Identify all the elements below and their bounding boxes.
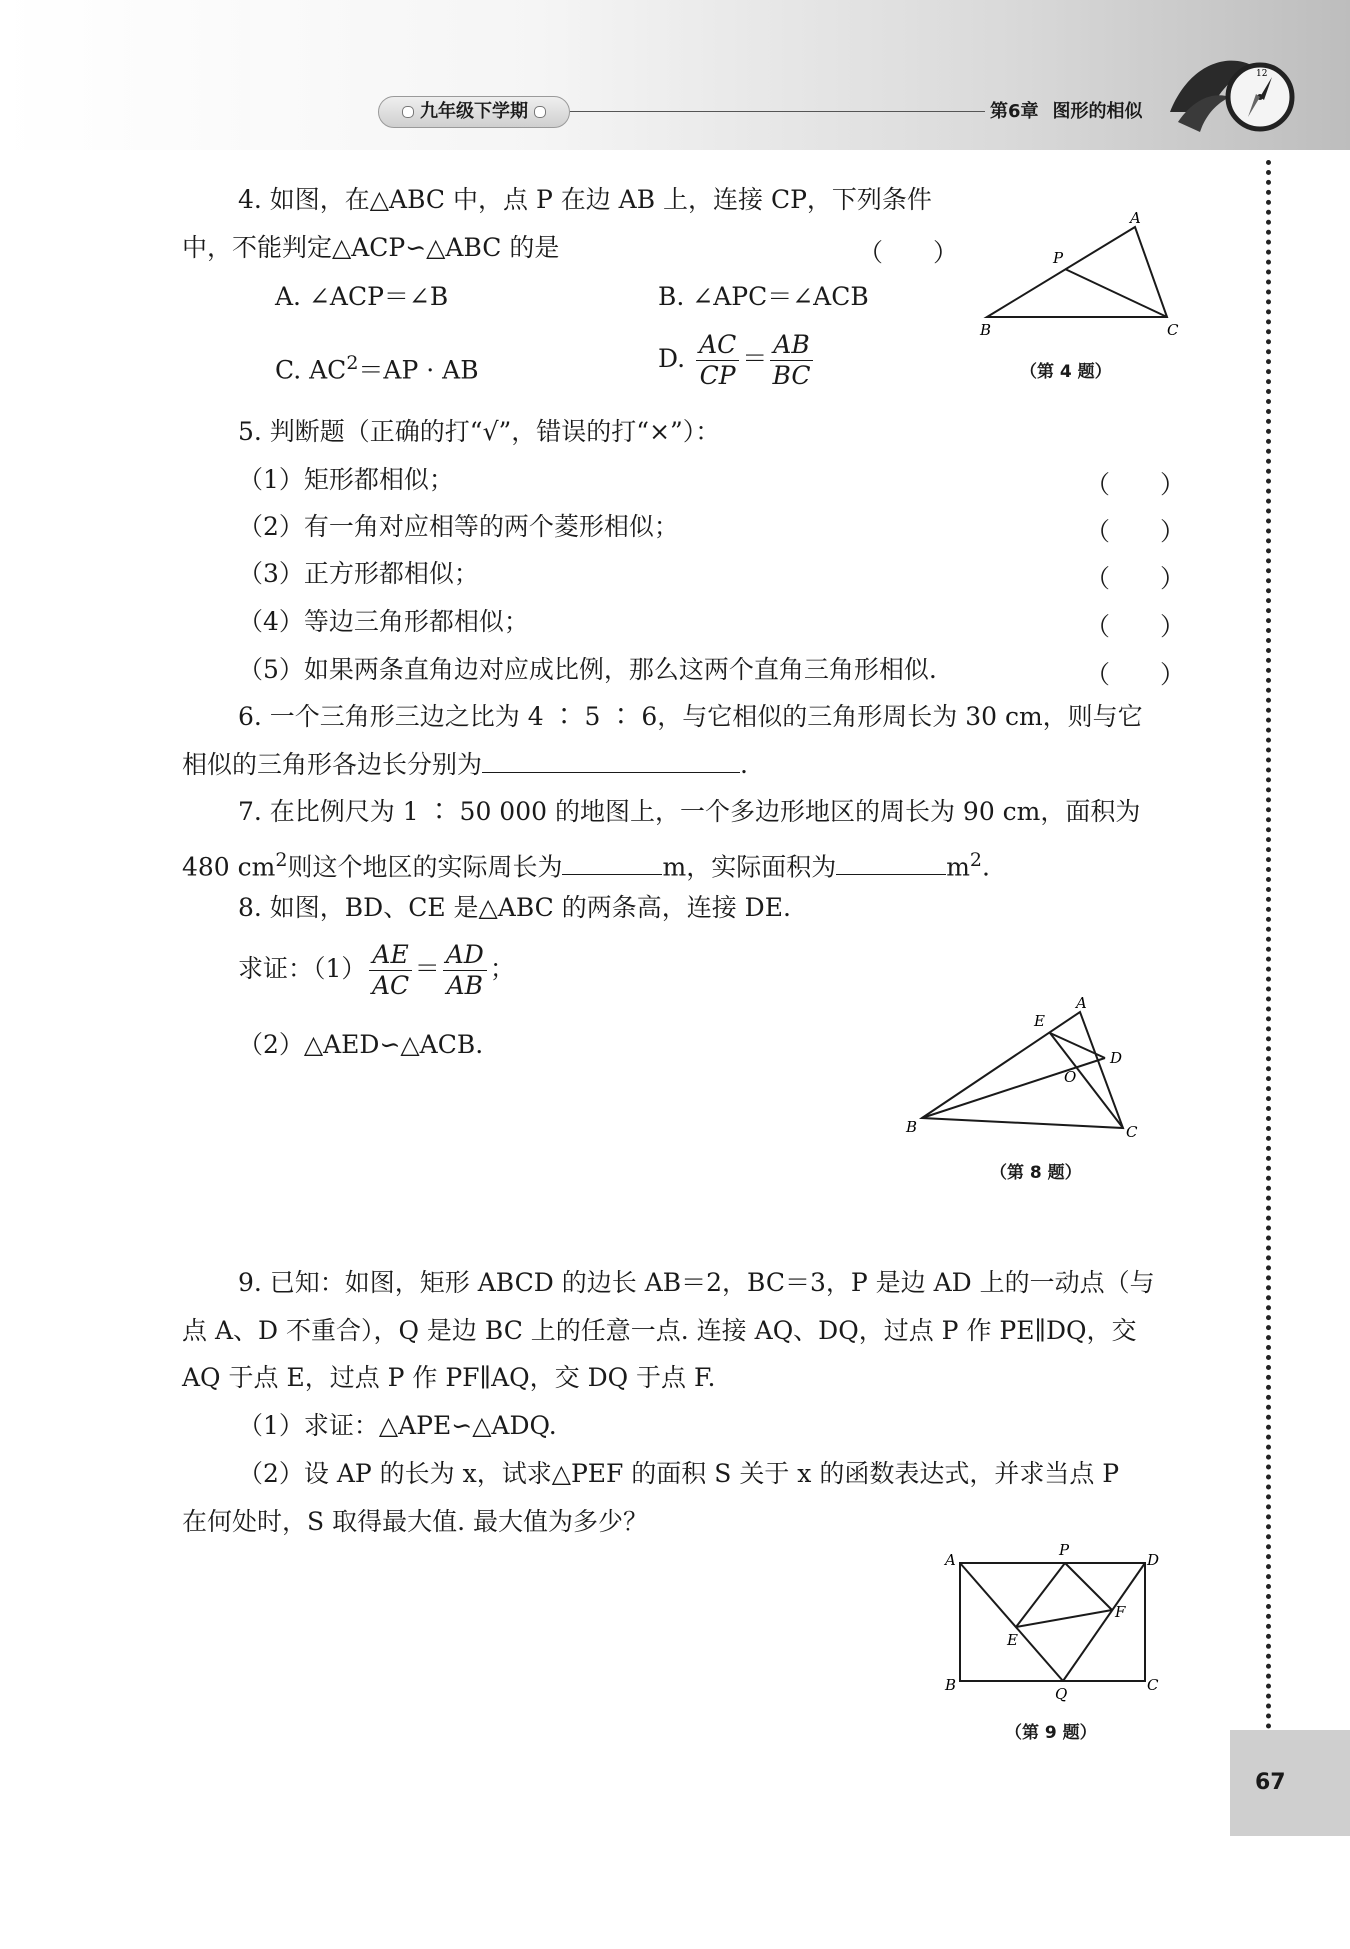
q7-line2 xyxy=(182,845,990,882)
q5-bracket-1: （ ） xyxy=(1085,470,1186,499)
q8-line1: 8. 如图，BD、CE 是△ABC 的两条高，连接 DE. xyxy=(238,893,791,922)
q5-bracket-2: （ ） xyxy=(1085,517,1186,546)
q9-line2: 点 A、D 不重合），Q 是边 BC 上的任意一点. 连接 AQ、DQ，过点 P 作 PE∥DQ，交 xyxy=(182,1316,1137,1345)
q9-segment-ef xyxy=(1016,1610,1112,1627)
q9-line3: AQ 于点 E，过点 P 作 PF∥AQ，交 DQ 于点 F. xyxy=(182,1363,716,1392)
frac-denominator: CP xyxy=(699,361,736,390)
q5-bracket-4: （ ） xyxy=(1085,612,1186,641)
q4-option-d-frac2 xyxy=(770,330,812,391)
q6-line2-pre: 相似的三角形各边长分别为 xyxy=(182,750,483,779)
frac-numerator: AE xyxy=(369,940,411,971)
q6-line1: 6. 一个三角形三边之比为 4 ∶ 5 ∶ 6，与它相似的三角形周长为 30 cm，则与它 xyxy=(238,702,1143,731)
q8-part2: （2）△AED∽△ACB. xyxy=(238,1030,484,1059)
q9-part2-line2: 在何处时，S 取得最大值. 最大值为多少？ xyxy=(182,1507,648,1536)
q6-line2-post: . xyxy=(740,750,748,779)
q9-segment-dq xyxy=(1063,1563,1145,1681)
q9-label-d: D xyxy=(1147,1551,1160,1569)
frac-numerator: AB xyxy=(770,330,812,361)
q5-stem: 5. 判断题（正确的打“√”，错误的打“×”）： xyxy=(238,417,721,446)
q8-frac2 xyxy=(443,940,487,1001)
page-number: 67 xyxy=(1255,1770,1286,1795)
q9-segment-pe xyxy=(1016,1563,1065,1627)
q4-option-b: B. ∠APC＝∠ACB xyxy=(658,282,869,311)
q8-altitude-ce xyxy=(1050,1033,1123,1128)
q7-line2-b: 则这个地区的实际周长为 xyxy=(287,852,563,882)
q4-option-c-pre: C. AC xyxy=(275,355,347,385)
q8-proof-1 xyxy=(238,940,515,1001)
q8-proof-post: ； xyxy=(489,954,515,983)
q9-label-b: B xyxy=(945,1676,957,1694)
svg-text:12: 12 xyxy=(1256,69,1268,79)
q9-segment-pf xyxy=(1065,1563,1112,1610)
q9-label-c: C xyxy=(1147,1676,1159,1694)
q4-option-d xyxy=(658,330,816,391)
q8-label-b: B xyxy=(906,1118,918,1136)
q7-line2-e: . xyxy=(982,852,990,882)
q7-line2-sup2: 2 xyxy=(969,849,983,871)
q5-bracket-3: （ ） xyxy=(1085,564,1186,593)
q9-label-p: P xyxy=(1059,1541,1070,1559)
q6-answer-blank xyxy=(482,770,740,773)
q9-caption: （第 9 题） xyxy=(1005,1723,1097,1743)
q5-item-2: （2）有一角对应相等的两个菱形相似； xyxy=(238,512,679,541)
q8-label-e: E xyxy=(1034,1012,1045,1030)
frac-denominator: BC xyxy=(772,361,811,390)
q8-figure xyxy=(900,990,1140,1140)
chapter-number: 第6章 xyxy=(990,101,1039,122)
q8-proof-pre: 求证：（1） xyxy=(238,954,367,983)
q7-line2-a: 480 cm xyxy=(182,852,276,882)
q4-label-a: A xyxy=(1130,209,1141,227)
grade-pill xyxy=(378,96,570,128)
margin-dotted-line xyxy=(1266,160,1271,1740)
grade-label: 九年级下学期 xyxy=(420,101,528,122)
q9-label-e: E xyxy=(1007,1631,1018,1649)
q8-frac1 xyxy=(369,940,411,1001)
q6-line2 xyxy=(182,750,748,780)
header-banner xyxy=(0,0,1350,150)
q8-altitude-bd xyxy=(922,1058,1105,1118)
pill-dot-left xyxy=(402,106,414,118)
page-number-box xyxy=(1230,1730,1350,1836)
q4-option-a: A. ∠ACP＝∠B xyxy=(275,282,449,311)
q5-item-4: （4）等边三角形都相似； xyxy=(238,607,529,636)
q9-part1: （1）求证：△APE∽△ADQ. xyxy=(238,1411,557,1440)
q8-label-d: D xyxy=(1110,1049,1123,1067)
q9-figure xyxy=(935,1535,1160,1703)
q5-bracket-5: （ ） xyxy=(1085,660,1186,689)
q4-caption: （第 4 题） xyxy=(1020,362,1112,382)
q9-label-q: Q xyxy=(1055,1685,1068,1703)
q9-part2-line1: （2）设 AP 的长为 x，试求△PEF 的面积 S 关于 x 的函数表达式，并求当点 P xyxy=(238,1459,1120,1488)
pill-dot-right xyxy=(534,106,546,118)
q7-line2-sup: 2 xyxy=(275,849,288,871)
compass-runner-logo xyxy=(1160,42,1310,142)
q7-area-blank xyxy=(836,872,946,875)
q8-label-o: O xyxy=(1064,1068,1077,1086)
q4-line2: 中，不能判定△ACP∽△ABC 的是 xyxy=(182,233,560,262)
header-rule xyxy=(570,111,985,112)
q7-line2-d: m xyxy=(946,852,970,882)
q7-perimeter-blank xyxy=(562,872,662,875)
q4-option-c-post: ＝AP · AB xyxy=(358,355,479,385)
q4-label-c: C xyxy=(1167,321,1179,339)
frac-denominator: AC xyxy=(371,971,410,1000)
q7-line2-c: m，实际面积为 xyxy=(662,852,837,882)
q9-label-a: A xyxy=(945,1551,956,1569)
frac-numerator: AD xyxy=(443,940,487,971)
q7-line1: 7. 在比例尺为 1 ∶ 50 000 的地图上，一个多边形地区的周长为 90 cm，面积为 xyxy=(238,797,1141,826)
q4-option-c xyxy=(275,348,479,385)
q5-item-1: （1）矩形都相似； xyxy=(238,465,454,494)
q8-caption: （第 8 题） xyxy=(990,1163,1082,1183)
q9-line1: 9. 已知：如图，矩形 ABCD 的边长 AB＝2，BC＝3，P 是边 AD 上的一动点（与 xyxy=(238,1268,1155,1297)
q9-label-f: F xyxy=(1115,1603,1126,1621)
q4-option-d-pre: D. xyxy=(658,344,686,373)
q8-eq: ＝ xyxy=(414,954,440,983)
frac-numerator: AC xyxy=(696,330,739,361)
q8-triangle-abc xyxy=(922,1012,1123,1128)
q4-option-d-frac1 xyxy=(696,330,739,391)
q4-option-c-sup: 2 xyxy=(346,352,359,374)
q8-label-c: C xyxy=(1126,1123,1138,1141)
q4-figure xyxy=(975,205,1190,340)
frac-denominator: AB xyxy=(446,971,483,1000)
q4-label-b: B xyxy=(980,321,992,339)
q8-segment-de xyxy=(1050,1033,1105,1058)
q4-option-d-eq: ＝ xyxy=(742,344,768,373)
q4-label-p: P xyxy=(1053,249,1064,267)
chapter-heading xyxy=(990,97,1157,123)
q5-item-5: （5）如果两条直角边对应成比例，那么这两个直角三角形相似. xyxy=(238,655,937,684)
q5-item-3: （3）正方形都相似； xyxy=(238,559,479,588)
q8-label-a: A xyxy=(1076,994,1087,1012)
q4-answer-bracket: （ ） xyxy=(858,238,959,267)
q4-line1: 4. 如图，在△ABC 中，点 P 在边 AB 上，连接 CP，下列条件 xyxy=(238,185,932,214)
chapter-title: 图形的相似 xyxy=(1052,101,1143,122)
